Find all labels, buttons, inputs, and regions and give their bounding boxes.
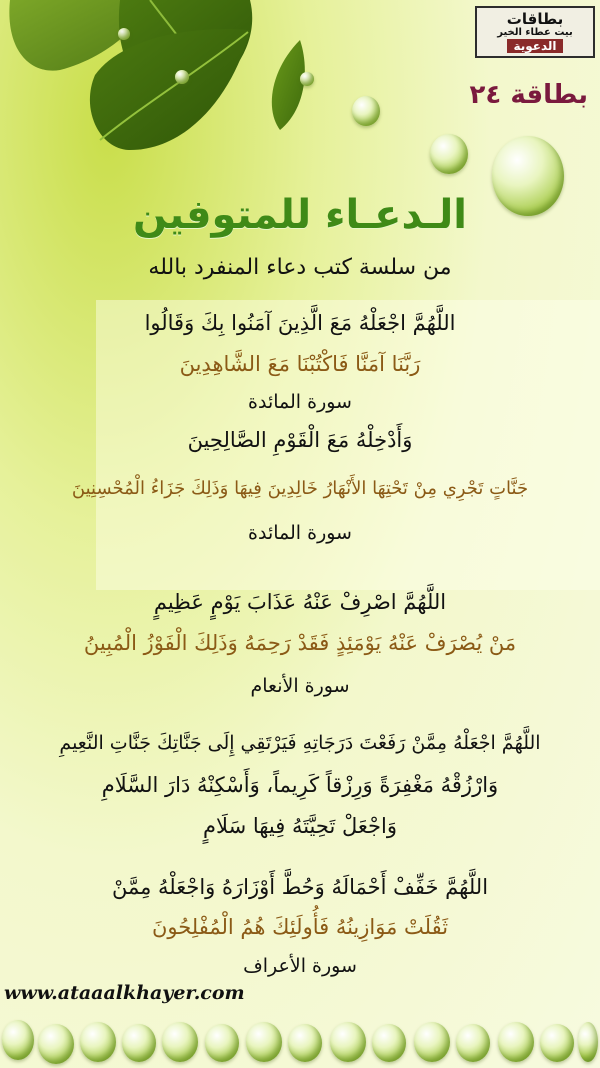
supplication-line: اللَّهُمَّ اجْعَلْهُ مَعَ الَّذِينَ آمَنُوا بِكَ وَقَالُوا: [144, 311, 456, 335]
supplication-line: اللَّهُمَّ خَفِّفْ أَحْمَالَهُ وَحُطَّ أَوْزَارَهُ وَاجْعَلْهُ مِمَّنْ: [111, 875, 489, 899]
card-number: بطاقة ٢٤: [469, 80, 588, 110]
surah-name: سورة المائدة: [248, 391, 352, 413]
page-title: الـدعـاء للمتوفين: [133, 192, 467, 238]
water-drop: [430, 134, 468, 174]
water-drop: [578, 1022, 598, 1062]
logo-line-1: بطاقات: [506, 10, 564, 28]
website-link[interactable]: www.ataaalkhayer.com: [4, 982, 245, 1004]
water-drop: [246, 1022, 282, 1062]
leaves-illustration: [0, 0, 330, 200]
logo-line-3: الدعوية: [507, 39, 562, 53]
verse-line: ثَقُلَتْ مَوَازِينُهُ فَأُولَئِكَ هُمُ الْمُفْلِحُونَ: [151, 915, 449, 939]
verse-line: جَنَّاتٍ تَجْرِي مِنْ تَحْتِهَا الأَنْهَارُ خَالِدِينَ فِيهَا وَذَلِكَ جَزَاءُ الْمُحْسِنِينَ: [71, 478, 529, 499]
water-drop: [330, 1022, 366, 1062]
water-drop: [498, 1022, 534, 1062]
water-drop: [80, 1022, 116, 1062]
supplication-line: وَاجْعَلْ تَحِيَّتَهُ فِيهَا سَلَامٍ: [203, 814, 397, 838]
water-drop: [372, 1024, 406, 1062]
water-drop: [288, 1024, 322, 1062]
water-drop: [175, 70, 189, 84]
supplication-line: وَأَدْخِلْهُ مَعَ الْقَوْمِ الصَّالِحِينَ: [187, 428, 413, 452]
water-drop: [38, 1024, 74, 1064]
water-drop: [122, 1024, 156, 1062]
publisher-logo: [475, 6, 595, 58]
logo-line-2: بيت عطاء الخير: [497, 27, 573, 38]
verse-line: رَبَّنَا آمَنَّا فَاكْتُبْنَا مَعَ الشَّاهِدِينَ: [179, 352, 421, 376]
water-drop: [118, 28, 130, 40]
water-drop: [414, 1022, 450, 1062]
supplication-line: وَارْزُقْهُ مَغْفِرَةً وَرِزْقاً كَرِيماً، وَأَسْكِنْهُ دَارَ السَّلَامِ: [101, 773, 499, 797]
supplication-line: اللَّهُمَّ اصْرِفْ عَنْهُ عَذَابَ يَوْمٍ عَظِيمٍ: [153, 590, 447, 614]
supplication-line: اللَّهُمَّ اجْعَلْهُ مِمَّنْ رَفَعْتَ دَرَجَاتِهِ فَيَرْتَقِي إِلَى جَنَّاتِكَ جَنَّاتِ النَّعِيمِ: [59, 732, 541, 754]
water-drop: [540, 1024, 574, 1062]
water-drop: [2, 1020, 34, 1060]
surah-name: سورة الأعراف: [243, 955, 357, 977]
surah-name: سورة المائدة: [248, 522, 352, 544]
verse-line: مَنْ يُصْرَفْ عَنْهُ يَوْمَئِذٍ فَقَدْ رَحِمَهُ وَذَلِكَ الْفَوْزُ الْمُبِينُ: [83, 631, 517, 655]
water-drop: [162, 1022, 198, 1062]
water-drop: [352, 96, 380, 126]
page-subtitle: من سلسة كتب دعاء المنفرد بالله: [148, 255, 452, 280]
water-drop: [300, 72, 314, 86]
water-drop: [456, 1024, 490, 1062]
water-drop: [205, 1024, 239, 1062]
surah-name: سورة الأنعام: [250, 675, 350, 697]
